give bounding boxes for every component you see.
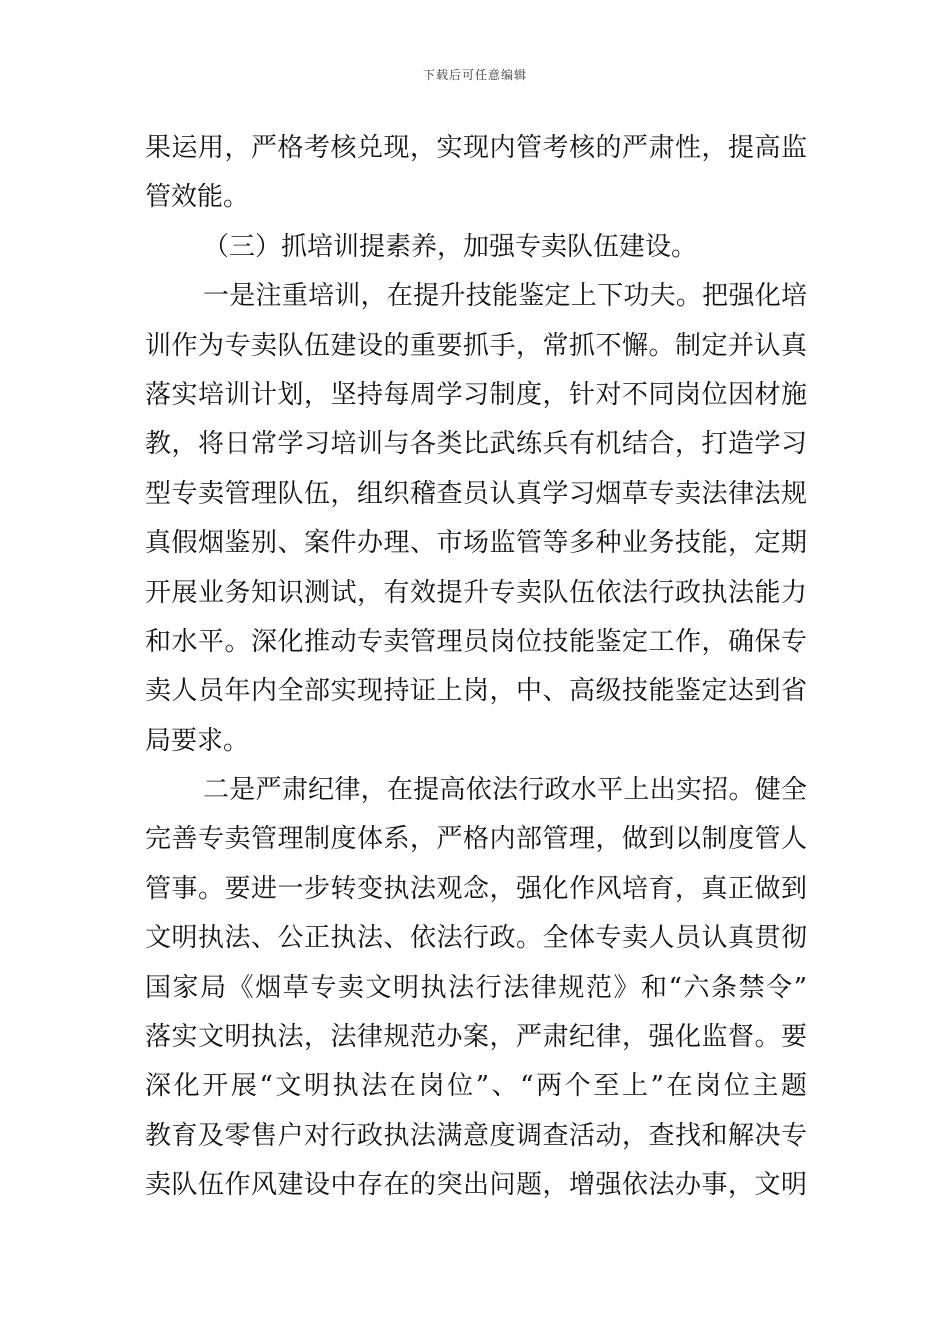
text-line: 管效能。 [145,182,250,213]
text-line: 一是注重培训，在提升技能鉴定上下功夫。把强化培 [203,281,807,312]
text-line: 和水平。深化推动专卖管理员岗位技能鉴定工作，确保专 [145,626,807,657]
text-line: 果运用，严格考核兑现，实现内管考核的严肃性，提高监 [145,133,807,163]
text-line: （三）抓培训提素养，加强专卖队伍建设。 [203,231,698,262]
text-line: 深化开展“文明执法在岗位”、“两个至上”在岗位主题 [145,1071,807,1102]
text-line: 训作为专卖队伍建设的重要抓手，常抓不懈。制定并认真 [145,330,807,361]
text-line: 完善专卖管理制度体系，严格内部管理，做到以制度管人 [145,824,807,855]
text-line: 二是严肃纪律，在提高依法行政水平上出实招。健全 [203,775,807,806]
text-line: 教，将日常学习培训与各类比武练兵有机结合，打造学习 [145,429,807,460]
text-line: 开展业务知识测试，有效提升专卖队伍依法行政执法能力 [145,577,807,608]
text-line: 管事。要进一步转变执法观念，强化作风培育，真正做到 [145,873,807,904]
text-line: 教育及零售户对行政执法满意度调查活动，查找和解决专 [145,1120,807,1151]
text-line: 卖队伍作风建设中存在的突出问题，增强依法办事，文明 [145,1170,807,1201]
text-line: 国家局《烟草专卖文明执法行法律规范》和“六条禁令” [145,972,807,1003]
document-body [145,124,807,1211]
text-line: 落实文明执法，法律规范办案，严肃纪律，强化监督。要 [145,1022,807,1053]
page-header-note: 下载后可任意编辑 [422,68,527,82]
text-line: 真假烟鉴别、案件办理、市场监管等多种业务技能，定期 [145,528,807,559]
text-line: 文明执法、公正执法、依法行政。全体专卖人员认真贯彻 [145,923,807,954]
text-line: 卖人员年内全部实现持证上岗，中、高级技能鉴定达到省 [145,676,807,707]
text-line: 落实培训计划，坚持每周学习制度，针对不同岗位因材施 [145,379,807,410]
text-line: 局要求。 [145,725,250,756]
text-line: 型专卖管理队伍，组织稽查员认真学习烟草专卖法律法规 [145,478,807,509]
